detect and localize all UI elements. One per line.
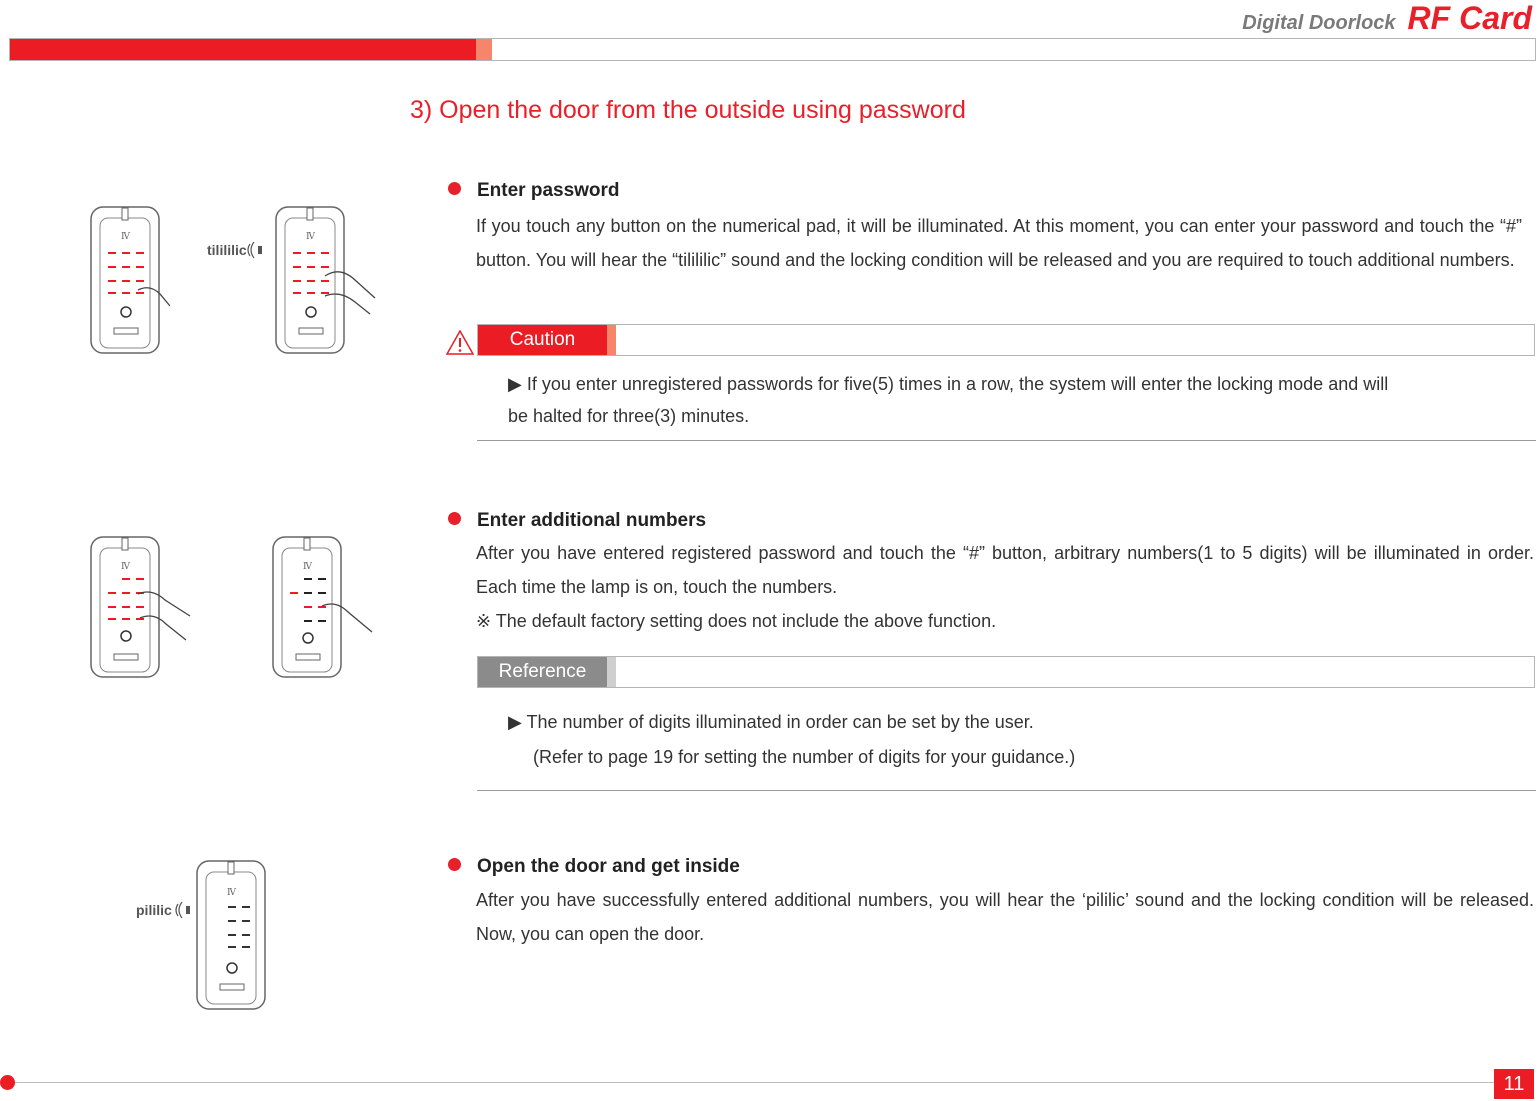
header-product: Digital Doorlock — [1242, 12, 1396, 34]
step-heading — [448, 510, 706, 532]
bullet-dot-icon — [448, 512, 461, 525]
header-model: RF Card — [1407, 0, 1532, 36]
step-heading — [448, 856, 740, 878]
sound-label: pililic — [136, 902, 172, 918]
step-text: If you touch any button on the numerical pad, it will be illuminated. At this moment, you can enter your password and touch the “#” button. You will hear the “tilililic” sound and the locking condition will be released and you are required to touch additional numbers. — [476, 216, 1522, 270]
step-text: After you have entered registered password and touch the “#” button, arbitrary numbers(1 to 5 digits) will be illuminated in order. Each time the lamp is on, touch the numbers. — [476, 543, 1534, 597]
step-heading-text: Enter additional numbers — [477, 510, 707, 531]
divider — [477, 790, 1536, 791]
caution-box — [477, 324, 1535, 356]
svg-text:Ⅳ: Ⅳ — [121, 562, 130, 572]
bullet-dot-icon — [448, 182, 461, 195]
page-number: 11 — [1494, 1069, 1534, 1099]
reference-accent — [607, 657, 616, 687]
doorlock-illustration — [90, 536, 200, 678]
header-bar-red — [10, 39, 476, 60]
sound-wave-icon — [244, 240, 266, 260]
doorlock-illustration — [272, 536, 382, 678]
step-heading-text: Enter password — [477, 180, 620, 201]
svg-text:Ⅳ: Ⅳ — [306, 232, 315, 242]
sound-label: tilililic — [207, 242, 247, 258]
svg-text:Ⅳ: Ⅳ — [227, 888, 236, 898]
header-bar — [9, 38, 1536, 61]
reference-note-line1: ▶ The number of digits illuminated in order can be set by the user. — [508, 712, 1034, 732]
section-title: 3) Open the door from the outside using password — [410, 96, 966, 124]
step-remark: ※ The default factory setting does not include the above function. — [476, 611, 997, 631]
doorlock-illustration — [196, 860, 268, 1010]
header-bar-orange — [476, 39, 492, 60]
caution-note-line2: be halted for three(3) minutes. — [508, 406, 750, 426]
svg-text:Ⅳ: Ⅳ — [121, 232, 130, 242]
caution-accent — [607, 325, 616, 355]
reference-note-line2: (Refer to page 19 for setting the number of digits for your guidance.) — [533, 747, 1076, 767]
doorlock-illustration — [90, 206, 170, 354]
doorlock-illustration — [270, 206, 380, 354]
bullet-dot-icon — [448, 858, 461, 871]
warning-triangle-icon — [446, 330, 474, 355]
header-title — [1242, 0, 1532, 37]
caution-note-line1: ▶ If you enter unregistered passwords for five(5) times in a row, the system will enter the locking mode and will — [508, 374, 1389, 394]
svg-text:Ⅳ: Ⅳ — [303, 562, 312, 572]
step-heading — [448, 180, 620, 202]
caution-label: Caution — [478, 325, 607, 355]
reference-label: Reference — [478, 657, 607, 687]
step-text: After you have successfully entered additional numbers, you will hear the ‘pililic’ sound and the locking condition will be released. Now, you can open the door. — [476, 890, 1534, 944]
sound-wave-icon — [172, 900, 194, 920]
footer-line — [6, 1082, 1496, 1083]
reference-box — [477, 656, 1535, 688]
step-heading-text: Open the door and get inside — [477, 856, 740, 877]
divider — [477, 440, 1536, 441]
footer-dot — [0, 1075, 15, 1090]
